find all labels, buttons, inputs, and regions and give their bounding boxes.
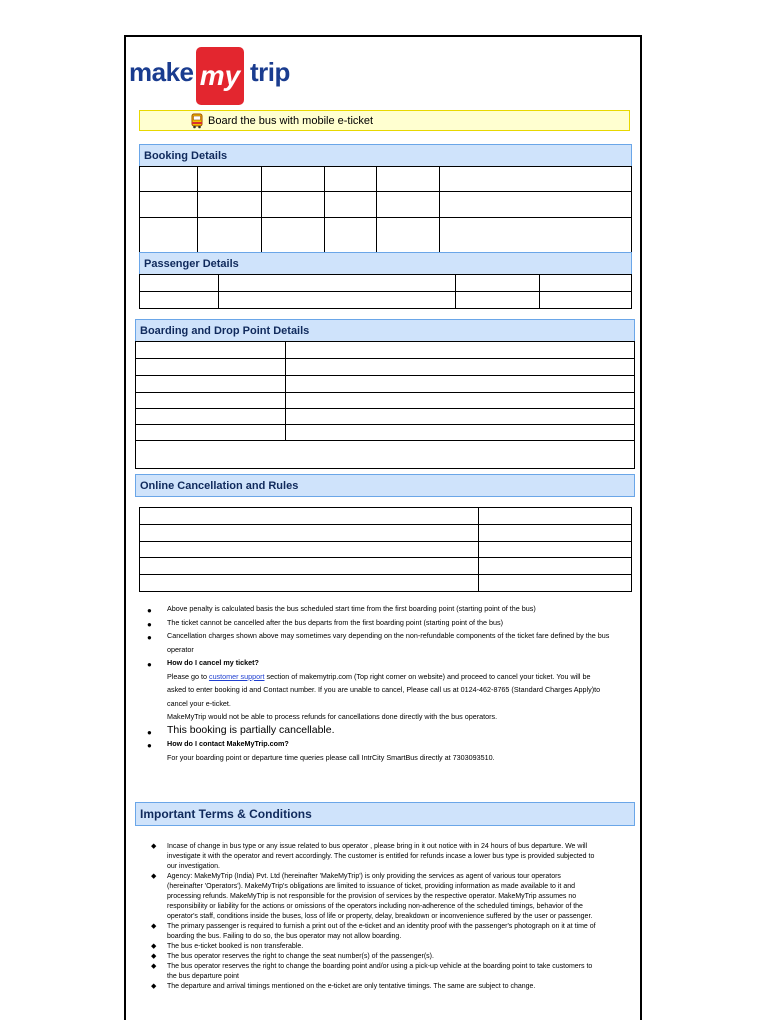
table-cell: [136, 393, 286, 409]
table-cell: [456, 275, 540, 292]
faq-cancel-answer: asked to enter booking id and Contact number. If you are unable to cancel, Please call us at 0124-462-8765 (Standard Charges Apply)to: [167, 685, 601, 694]
table-cell: [286, 425, 635, 441]
cancellation-table: [139, 507, 632, 592]
booking-details-table: [139, 166, 632, 253]
table-cell: [219, 275, 456, 292]
logo-make: make: [129, 57, 194, 87]
list-item: ◆ The departure and arrival timings mentioned on the e-ticket are only tentative timings. The same are subject to change.: [151, 983, 536, 990]
table-cell: [136, 359, 286, 376]
passenger-details-header: Passenger Details: [139, 252, 632, 275]
passenger-details-table: [139, 274, 632, 309]
bus-icon: [190, 113, 204, 129]
logo-my: my: [196, 47, 244, 105]
list-item: ◆ Agency: MakeMyTrip (India) Pvt. Ltd (hereinafter 'MakeMyTrip') is only providing the services as agent of various tour operators (hereinafter 'Operators'). MakeMyTrip's obligations are limited to issuance of ticket, providing information as made available to it and processing refunds. MakeMyTrip is not responsible for the provision of services by the respective operator. MakeMyTrip assumes no responsibility or liability for the actions or omissions of the operators including non-adherence of the scheduled timings, behavior of the operator's staff, conditions inside the buses, loss of life or property, delay, breakdown or inconvenience suffered by the user or passenger.: [151, 873, 593, 920]
list-item: ◆ The bus operator reserves the right to change the seat number(s) of the passenger(s).: [151, 953, 434, 960]
table-cell: [140, 275, 219, 292]
table-cell: [479, 575, 632, 592]
table-cell: [440, 192, 632, 218]
table-cell: [140, 508, 479, 525]
list-item: ◆ The primary passenger is required to furnish a print out of the e-ticket and an identity proof with the passenger's photograph on it at time of boarding the bus. Failing to do so, the bus operator may not allow boarding.: [151, 923, 596, 940]
customer-support-link[interactable]: customer support: [208, 671, 265, 681]
table-cell: [540, 275, 632, 292]
list-item: ◆ The bus operator reserves the right to change the boarding point and/or using a pick-up vehicle at the boarding point to take customers to the bus departure point: [151, 963, 593, 980]
table-cell: [377, 167, 440, 192]
booking-details-header: Booking Details: [139, 144, 632, 167]
faq-contact-question: ● How do I contact MakeMyTrip.com?: [147, 739, 289, 750]
table-cell: [198, 167, 262, 192]
table-cell: [286, 376, 635, 393]
table-cell: [286, 359, 635, 376]
table-cell: [198, 192, 262, 218]
cancellation-header: Online Cancellation and Rules: [135, 474, 635, 497]
table-cell: [440, 167, 632, 192]
table-cell: [140, 167, 198, 192]
list-item: ● Above penalty is calculated basis the bus scheduled start time from the first boarding point (starting point of the bus): [147, 604, 536, 615]
table-cell: [136, 425, 286, 441]
table-cell: [325, 167, 377, 192]
table-cell: [377, 218, 440, 253]
table-cell: [479, 525, 632, 542]
table-cell: [140, 575, 479, 592]
table-cell: [262, 167, 325, 192]
list-item: ● The ticket cannot be cancelled after the bus departs from the first boarding point (starting point of the bus): [147, 617, 504, 629]
table-cell: [440, 218, 632, 253]
table-cell: [140, 292, 219, 309]
table-cell: [325, 218, 377, 253]
table-cell: [262, 192, 325, 218]
faq-contact-answer: For your boarding point or departure time queries please call IntrCity SmartBus directly at 7303093510.: [167, 752, 495, 762]
table-cell: [286, 409, 635, 425]
table-cell: [140, 558, 479, 575]
partial-cancel-note: ● This booking is partially cancellable.: [147, 723, 335, 737]
terms-list: [139, 842, 634, 992]
faq-cancel-question: ● How do I cancel my ticket?: [147, 658, 259, 669]
table-cell: [219, 292, 456, 309]
faq-cancel-answer: MakeMyTrip would not be able to process refunds for cancellations done directly with the bus operators.: [167, 712, 498, 721]
list-item: ● Cancellation charges shown above may sometimes vary depending on the non-refundable components of the ticket fare defined by the bus: [147, 631, 610, 642]
table-cell: [377, 192, 440, 218]
table-cell: [140, 542, 479, 558]
table-cell: [136, 441, 635, 469]
table-cell: [286, 393, 635, 409]
table-cell: [286, 342, 635, 359]
terms-header: Important Terms & Conditions: [135, 802, 635, 826]
table-cell: [262, 218, 325, 253]
table-cell: [456, 292, 540, 309]
table-cell: [540, 292, 632, 309]
table-cell: [140, 192, 198, 218]
ticket-page: [124, 35, 642, 1020]
table-cell: [198, 218, 262, 253]
table-cell: [140, 525, 479, 542]
table-cell: [136, 342, 286, 359]
table-cell: [325, 192, 377, 218]
boarding-drop-table: [135, 341, 635, 469]
cancellation-notes: [139, 602, 634, 764]
table-cell: [136, 376, 286, 393]
table-cell: [140, 218, 198, 253]
banner-text: Board the bus with mobile e-ticket: [208, 114, 374, 127]
table-cell: [479, 508, 632, 525]
boarding-drop-header: Boarding and Drop Point Details: [135, 319, 635, 342]
table-cell: [479, 542, 632, 558]
list-item: ◆ The bus e-ticket booked is non transferable.: [151, 943, 304, 950]
mobile-ticket-banner: [139, 110, 630, 131]
table-cell: [136, 409, 286, 425]
table-cell: [479, 558, 632, 575]
logo-trip: trip: [250, 57, 290, 87]
faq-cancel-answer: Please go to customer support section of makemytrip.com (Top right corner on website) and proceed to cancel your ticket. You will be: [167, 671, 591, 681]
list-item: ◆ Incase of change in bus type or any issue related to bus operator , please bring in it out notice with in 24 hours of bus departure. We will investigate it with the operator and revert accordingly. The customer is entitled for refunds incase a lower bus type is provided subjected to our investigation.: [151, 843, 595, 870]
list-item-cont: operator: [167, 644, 194, 654]
faq-cancel-answer: cancel your e-ticket.: [167, 698, 231, 708]
